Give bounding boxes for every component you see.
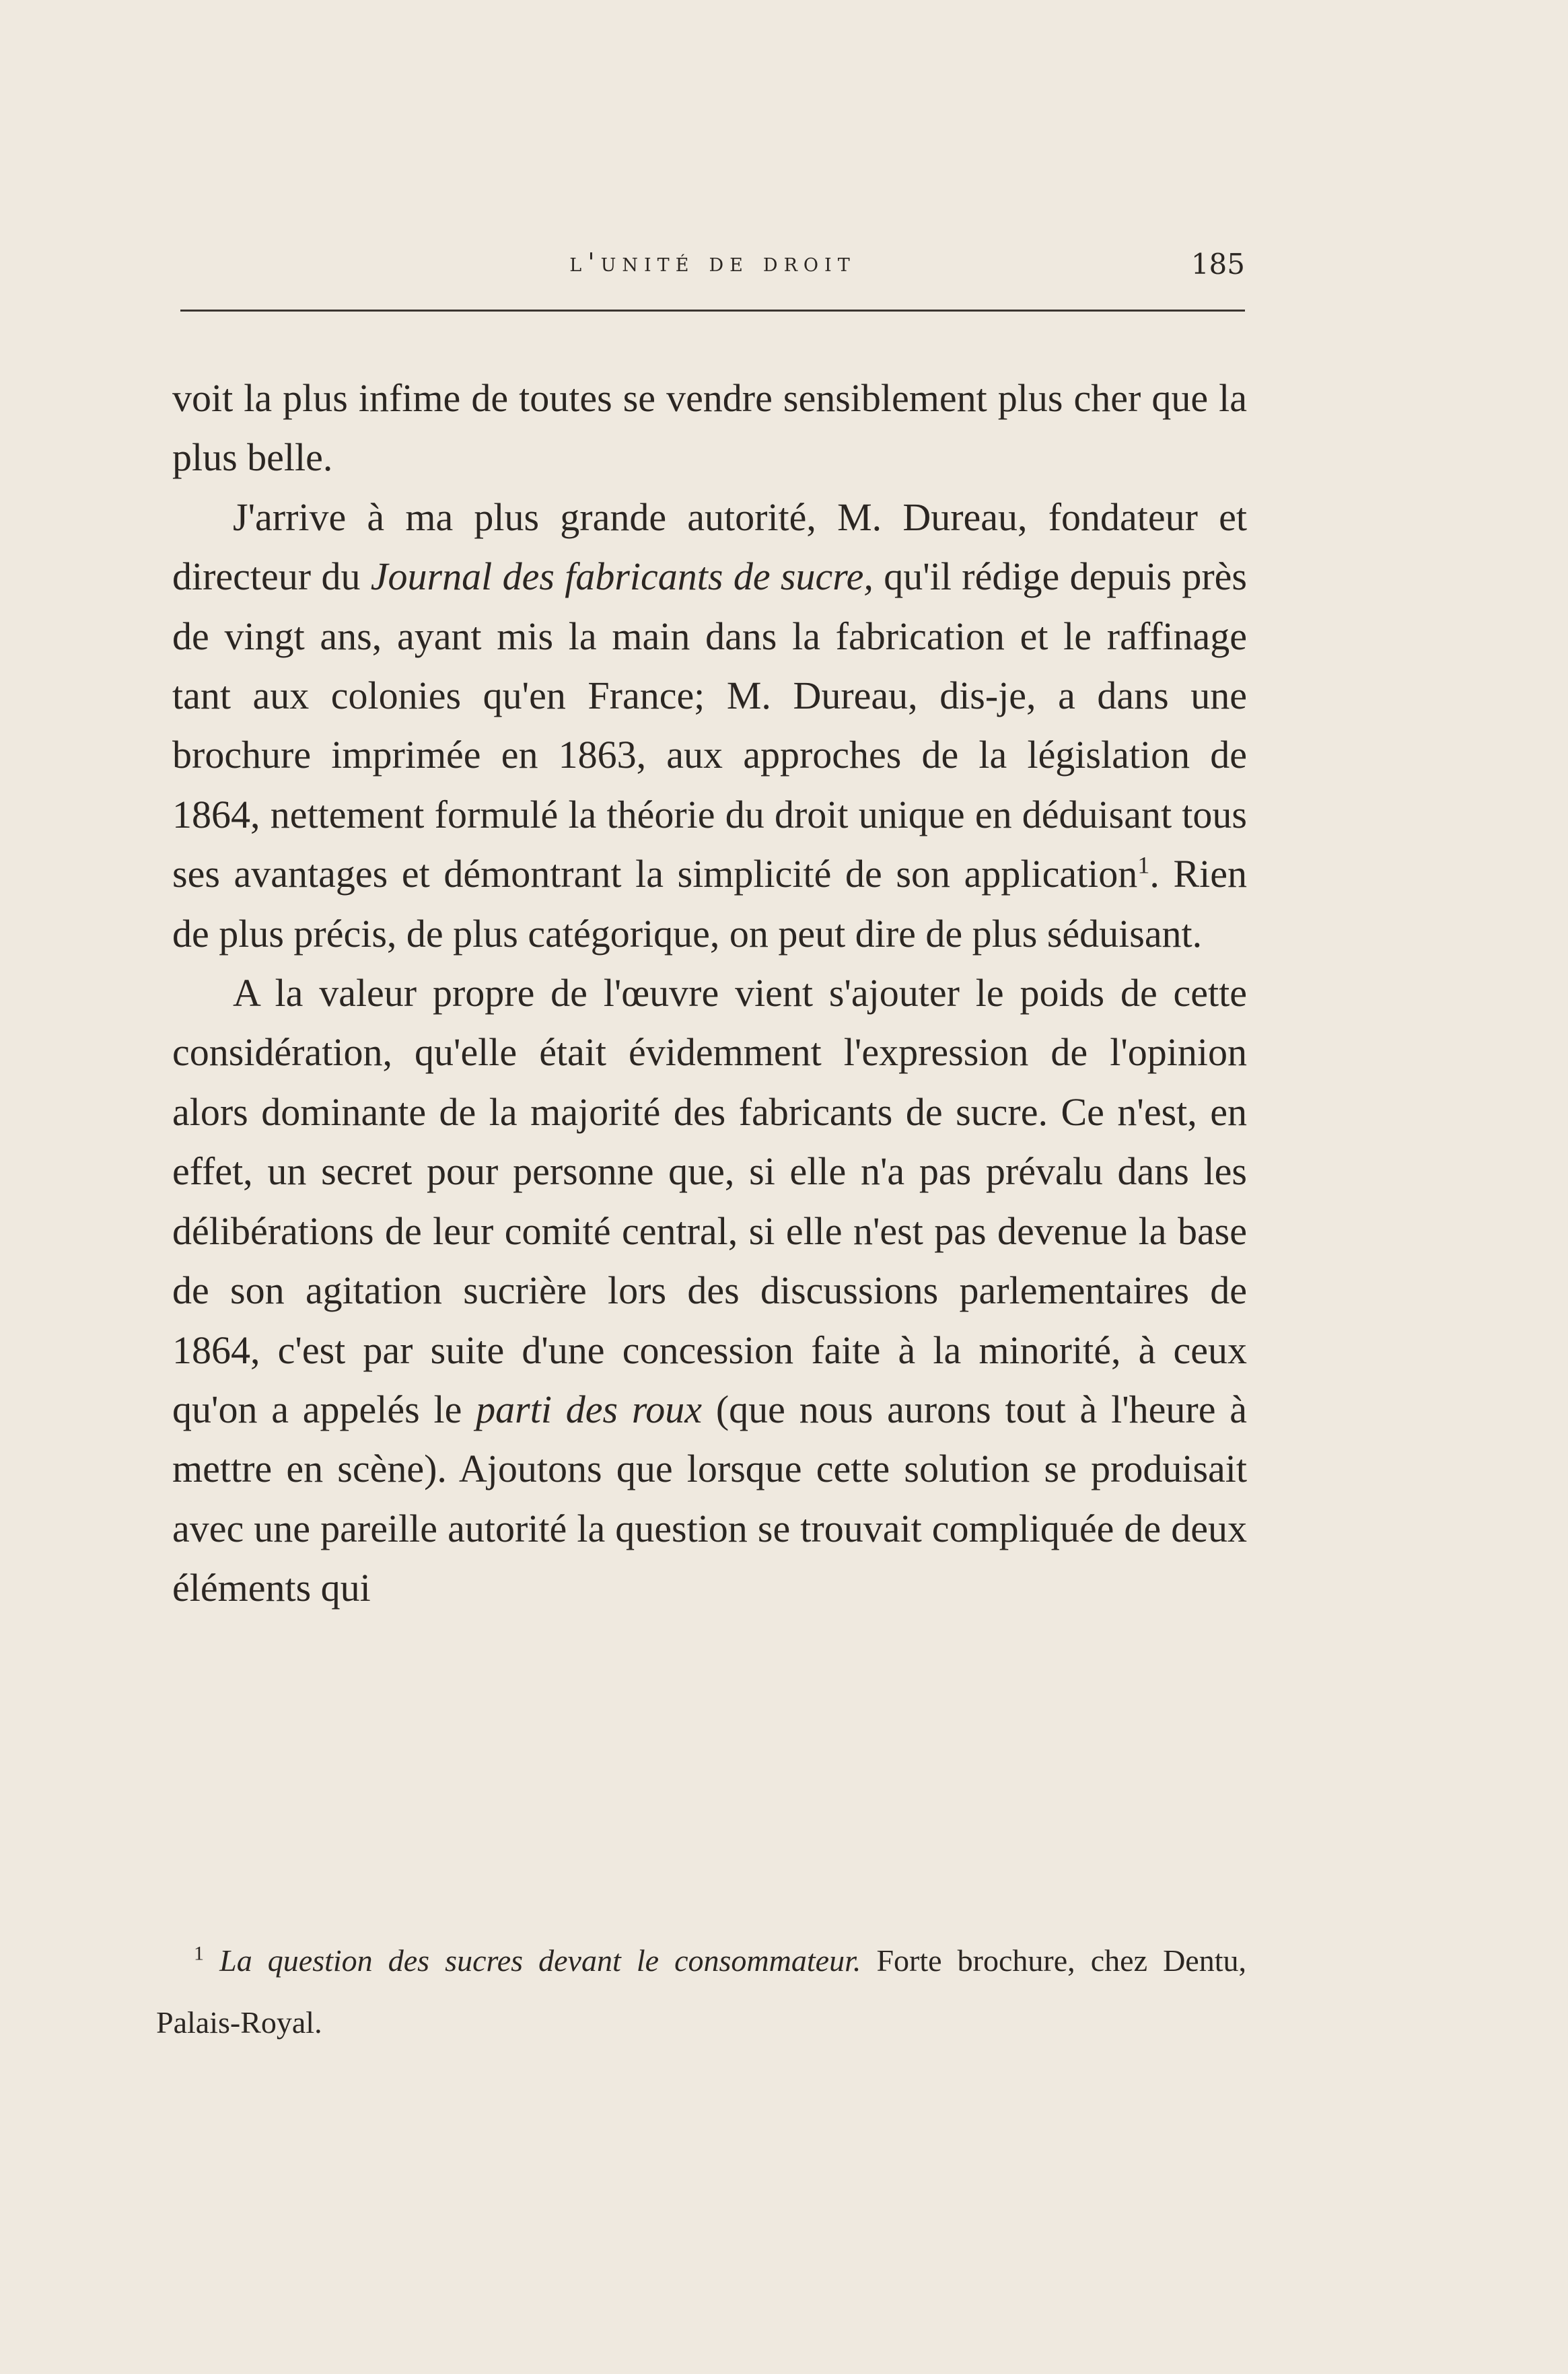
paragraph-1	[172, 369, 1247, 488]
paragraph-3-text-a: A la valeur propre de l'œuvre vient s'ajouter le poids de cette considération, qu'elle était évidemment l'expression de l'opinion alors dominante de la majorité des fabricants de sucre. Ce n'est, en effet, un secret pour personne que, si elle n'a pas prévalu dans les délibérations de leur comité central, si elle n'est pas devenue la base de son agitation sucrière lors des discussions parlementaires de 1864, c'est par suite d'une concession faite à la minorité, à ceux qu'on a appelés le	[172, 971, 1247, 1431]
paragraph-3-text-b: (que nous aurons tout à l'heure à mettre en scène). Ajoutons que lorsque cette solution se produisait avec une pareille autorité la question se trouvait compliquée de deux éléments qui	[172, 1387, 1248, 1610]
running-title: l'unité de droit	[569, 248, 856, 277]
header-rule	[180, 310, 1245, 312]
paragraph-2-text-c: . Rien de plus précis, de plus catégorique, on peut dire de plus séduisant.	[172, 852, 1247, 956]
paragraph-2-text-b: qu'il rédige depuis près de vingt ans, ayant mis la main dans la fabrication et le raffinage tant aux colonies qu'en France; M. Dureau, dis-je, a dans une brochure imprimée en 1863, aux approches de la législation de 1864, nettement formulé la théorie du droit unique en déduisant tous ses avantages et démontrant la simplicité de son application	[172, 554, 1247, 896]
footnote-text: Forte brochure, chez Dentu, Palais-Royal.	[156, 1943, 1246, 2040]
footnote-mark: 1	[194, 1942, 204, 1965]
paragraph-1-text: voit la plus infime de toutes se vendre sensiblement plus cher que la plus belle.	[172, 376, 1247, 480]
parti-des-roux: parti des roux	[476, 1387, 703, 1431]
paragraph-3	[172, 964, 1247, 1618]
page-number: 185	[1190, 248, 1245, 281]
footnote-title: La question des sucres devant le consommateur.	[219, 1943, 861, 1978]
footnote-reference: 1	[1137, 851, 1150, 879]
running-head	[180, 248, 1245, 287]
paragraph-2	[172, 488, 1247, 964]
footnote	[156, 1930, 1246, 2054]
body-text	[172, 369, 1247, 1618]
paragraph-2-text-a: J'arrive à ma plus grande autorité, M. Dureau, fondateur et directeur du	[172, 495, 1247, 599]
journal-title: Journal des fabricants de sucre,	[370, 554, 874, 599]
